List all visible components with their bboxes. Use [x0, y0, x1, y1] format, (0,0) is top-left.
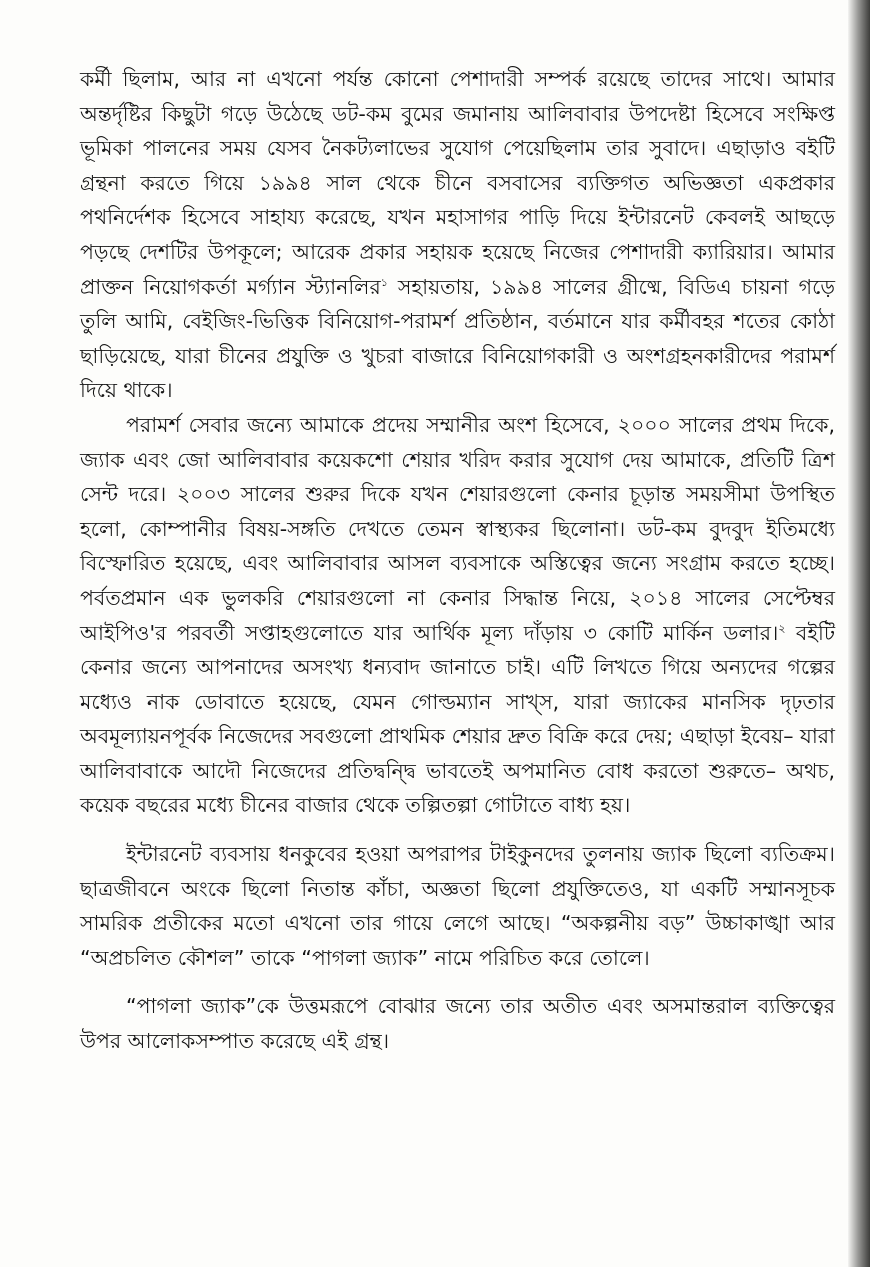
- paragraph-1-text-b: সহায়তায়, ১৯৯৪ সালের গ্রীষ্মে, বিডিএ চায়না গড়ে তুলি আমি, বেইজিং-ভিত্তিক বিনিয়োগ-পরামর্শ প্রতিষ্ঠান, বর্তমানে যার কর্মীবহর শতের কোঠা ছাড়িয়েছে, যারা চীনের প্রযুক্তি ও খুচরা বাজারে বিনিয়োগকারী ও অংশগ্রহনকারীদের পরামর্শ দিয়ে থাকে।: [80, 274, 835, 403]
- body-text: [80, 62, 835, 1059]
- paragraph-1: [80, 62, 835, 408]
- page-gutter-shadow: [848, 0, 870, 1267]
- footnote-marker-2: ২: [778, 621, 786, 635]
- paragraph-1-text-a: কর্মী ছিলাম, আর না এখনো পর্যন্ত কোনো পেশাদারী সম্পর্ক রয়েছে তাদের সাথে। আমার অন্তর্দৃষ্টির কিছুটা গড়ে উঠেছে ডট-কম বুমের জমানায় আলিবাবার উপদেষ্টা হিসেবে সংক্ষিপ্ত ভূমিকা পালনের সময় যেসব নৈকট্যলাভের সুযোগ পেয়েছিলাম তার সুবাদে। এছাড়াও বইটি গ্রন্থনা করতে গিয়ে ১৯৯৪ সাল থেকে চীনে বসবাসের ব্যক্তিগত অভিজ্ঞতা একপ্রকার পথনির্দেশক হিসেবে সাহায্য করেছে, যখন মহাসাগর পাড়ি দিয়ে ইন্টারনেট কেবলই আছড়ে পড়ছে দেশটির উপকূলে; আরেক প্রকার সহায়ক হয়েছে নিজের পেশাদারী ক্যারিয়ার। আমার প্রাক্তন নিয়োগকর্তা মর্গ্যান স্ট্যানলির: [80, 67, 835, 299]
- paragraph-3: [80, 837, 835, 975]
- paragraph-3-text: ইন্টারনেট ব্যবসায় ধনকুবের হওয়া অপরাপর টাইকুনদের তুলনায় জ্যাক ছিলো ব্যতিক্রম। ছাত্রজীবনে অংকে ছিলো নিতান্ত কাঁচা, অজ্ঞতা ছিলো প্রযুক্তিতেও, যা একটি সম্মানসূচক সামরিক প্রতীকের মতো এখনো তার গায়ে লেগে আছে। “অকল্পনীয় বড়” উচ্চাকাঙ্খা আর “অপ্রচলিত কৌশল” তাকে “পাগলা জ্যাক” নামে পরিচিত করে তোলে।: [80, 842, 835, 970]
- footnote-marker-1: ১: [380, 275, 388, 289]
- paragraph-4-text: “পাগলা জ্যাক”কে উত্তমরূপে বোঝার জন্যে তার অতীত এবং অসমান্তরাল ব্যক্তিত্বের উপর আলোকসম্পাত করেছে এই গ্রন্থ।: [80, 994, 835, 1054]
- paragraph-2-text-b: বইটি কেনার জন্যে আপনাদের অসংখ্য ধন্যবাদ জানাতে চাই। এটি লিখতে গিয়ে অন্যদের গল্পের মধ্যেও নাক ডোবাতে হয়েছে, যেমন গোল্ডম্যান সাখ্স, যারা জ্যাকের মানসিক দৃঢ়তার অবমূল্যায়নপূর্বক নিজেদের সবগুলো প্রাথমিক শেয়ার দ্রুত বিক্রি করে দেয়; এছাড়া ইবেয়– যারা আলিবাবাকে আদৌ নিজেদের প্রতিদ্বন্দ্বি ভাবতেই অপমানিত বোধ করতো শুরুতে– অথচ, কয়েক বছরের মধ্যে চীনের বাজার থেকে তল্পিতল্পা গোটাতে বাধ্য হয়।: [80, 620, 835, 818]
- paragraph-2-text-a: পরামর্শ সেবার জন্যে আমাকে প্রদেয় সম্মানীর অংশ হিসেবে, ২০০০ সালের প্রথম দিকে, জ্যাক এবং জো আলিবাবার কয়েকশো শেয়ার খরিদ করার সুযোগ দেয় আমাকে, প্রতিটি ত্রিশ সেন্ট দরে। ২০০৩ সালের শুরুর দিকে যখন শেয়ারগুলো কেনার চূড়ান্ত সময়সীমা উপস্থিত হলো, কোম্পানীর বিষয়-সঙ্গতি দেখতে তেমন স্বাস্থ্যকর ছিলোনা। ডট-কম বুদবুদ ইতিমধ্যে বিস্ফোরিত হয়েছে, এবং আলিবাবার আসল ব্যবসাকে অস্তিত্বের জন্যে সংগ্রাম করতে হচ্ছে। পর্বতপ্রমান এক ভুলকরি শেয়ারগুলো না কেনার সিদ্ধান্ত নিয়ে, ২০১৪ সালের সেপ্টেম্বর আইপিও'র পরবর্তী সপ্তাহগুলোতে যার আর্থিক মূল্য দাঁড়ায় ৩ কোটি মার্কিন ডলার।: [80, 412, 835, 645]
- paragraph-4: [80, 989, 835, 1058]
- paragraph-2: [80, 408, 835, 823]
